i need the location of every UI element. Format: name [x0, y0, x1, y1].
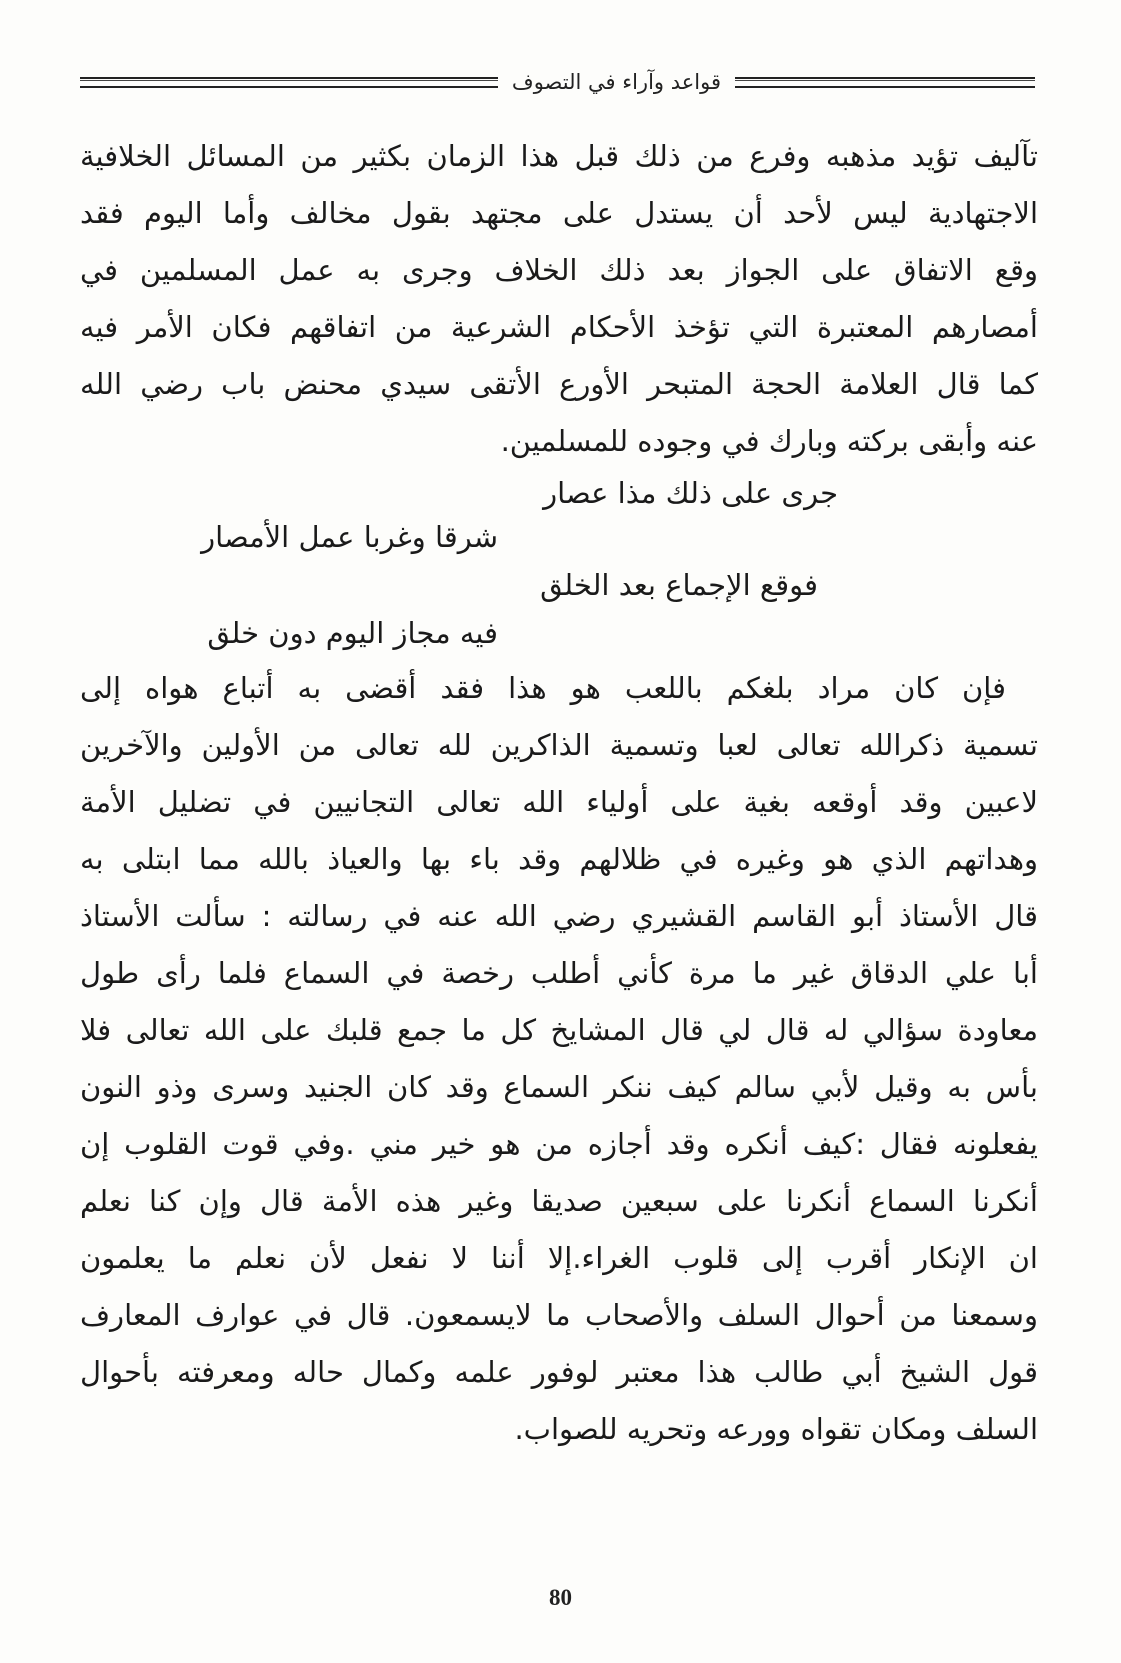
poem-verse-text: شرقا وغربا عمل الأمصار — [201, 520, 498, 554]
poem-verse — [80, 562, 1038, 610]
page-header — [80, 62, 1035, 102]
text-line: فإن كان مراد بلغكم باللعب هو هذا فقد أقضى به أتباع هواه إلى — [80, 671, 1006, 705]
text-line: تسمية ذكرالله تعالى لعبا وتسمية الذاكرين لله تعالى من الأولين والآخرين — [80, 728, 1038, 762]
text-line: لاعبين وقد أوقعه بغية على أولياء الله تعالى التجانيين في تضليل الأمة — [80, 785, 1038, 819]
text-line: تآليف تؤيد مذهبه وفرع من ذلك قبل هذا الزمان بكثير من المسائل الخلافية — [80, 139, 1038, 173]
text-line: قول الشيخ أبي طالب هذا معتبر لوفور علمه وكمال حاله ومعرفته بأحوال — [80, 1355, 1038, 1389]
poem — [80, 470, 1038, 660]
text-line: معاودة سؤالي له قال لي قال المشايخ كل ما جمع قلبك على الله تعالى فلا — [80, 1013, 1038, 1047]
text-line: قال الأستاذ أبو القاسم القشيري رضي الله عنه في رسالته : سألت الأستاذ — [80, 899, 1038, 933]
text-line: الاجتهادية ليس لأحد أن يستدل على مجتهد بقول مخالف وأما اليوم فقد — [80, 196, 1038, 230]
poem-verse — [80, 514, 1038, 562]
text-line: وقع الاتفاق على الجواز بعد ذلك الخلاف وجرى به عمل المسلمين في — [80, 253, 1038, 287]
poem-verse-text: جرى على ذلك مذا عصار — [543, 476, 838, 510]
text-line: أنكرنا السماع أنكرنا على سبعين صديقا وغير هذه الأمة قال وإن كنا نعلم — [80, 1184, 1038, 1218]
header-rule-left — [80, 77, 498, 88]
text-line: بأس به وقيل لأبي سالم كيف ننكر السماع وقد كان الجنيد وسرى وذو النون — [80, 1070, 1038, 1104]
poem-verse — [80, 470, 1038, 514]
text-line: عنه وأبقى بركته وبارك في وجوده للمسلمين. — [500, 424, 1038, 458]
text-line: أبا علي الدقاق غير ما مرة كأني أطلب رخصة في السماع فلما رأى طول — [80, 956, 1038, 990]
page-number: 80 — [549, 1585, 572, 1610]
body-text — [80, 128, 1038, 1458]
text-line: وهداتهم الذي هو وغيره في ظلالهم وقد باء بها والعياذ بالله مما ابتلى به — [80, 842, 1038, 876]
text-line: السلف ومكان تقواه وورعه وتحريه للصواب. — [514, 1412, 1038, 1446]
text-line: كما قال العلامة الحجة المتبحر الأورع الأتقى سيدي محنض باب رضي الله — [80, 367, 1038, 401]
text-line: ان الإنكار أقرب إلى قلوب الغراء.إلا أننا لا نفعل لأن نعلم ما يعلمون — [80, 1241, 1038, 1275]
text-line: أمصارهم المعتبرة التي تؤخذ الأحكام الشرعية من اتفاقهم فكان الأمر فيه — [80, 310, 1038, 344]
poem-verse — [80, 610, 1038, 660]
header-rule-right — [735, 77, 1035, 88]
poem-verse-text: فيه مجاز اليوم دون خلق — [207, 616, 498, 650]
running-title: قواعد وآراء في التصوف — [511, 70, 721, 94]
poem-verse-text: فوقع الإجماع بعد الخلق — [540, 568, 818, 602]
text-line: يفعلونه فقال :كيف أنكره وقد أجازه من هو خير مني .وفي قوت القلوب إن — [80, 1127, 1038, 1161]
text-line: وسمعنا من أحوال السلف والأصحاب ما لايسمعون. قال في عوارف المعارف — [80, 1298, 1038, 1332]
